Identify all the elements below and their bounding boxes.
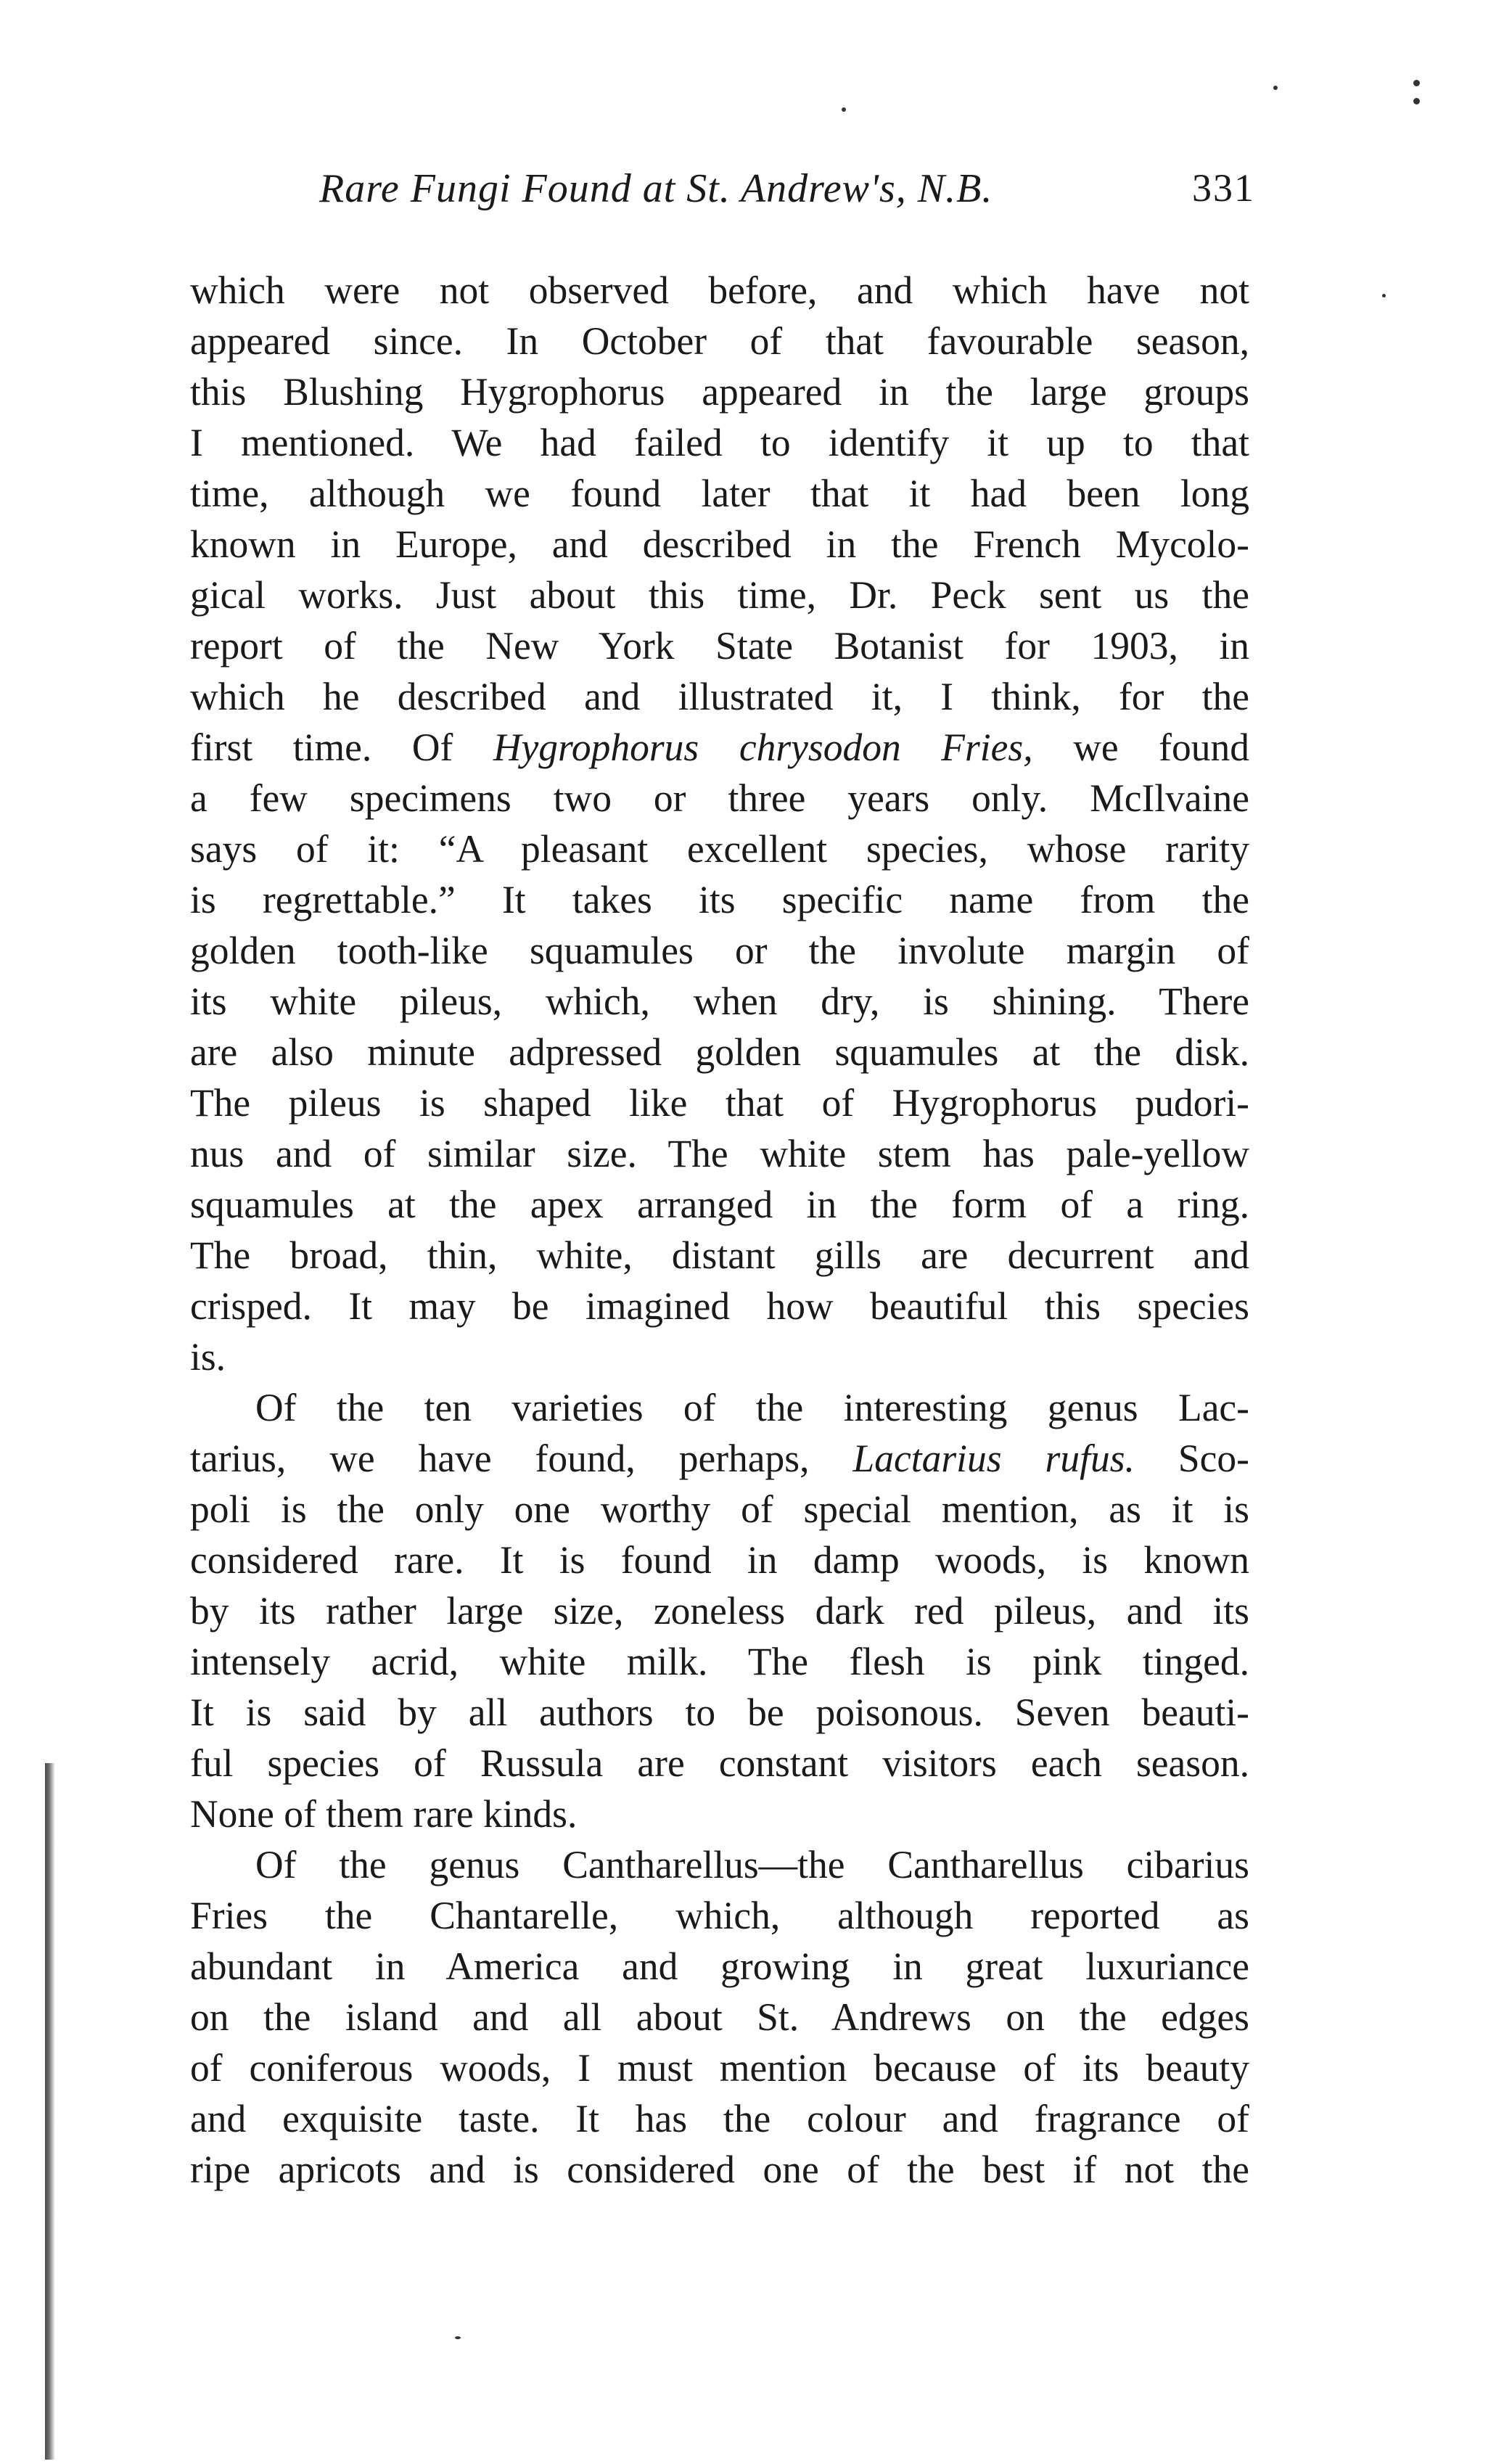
text-line: abundant in America and growing in great luxuriance — [190, 1944, 1249, 1988]
text-line: a few specimens two or three years only. McIlvaine — [190, 776, 1249, 820]
text-line: poli is the only one worthy of special mention, as it is — [190, 1487, 1249, 1531]
text-line — [190, 722, 1249, 773]
text-line: squamules at the apex arranged in the form of a ring. — [190, 1183, 1249, 1226]
text-line: The broad, thin, white, distant gills are decurrent and — [190, 1233, 1249, 1277]
running-title: Rare Fungi Found at St. Andrew's, N.B. — [319, 166, 993, 211]
scan-speck — [1382, 294, 1386, 297]
text-line: ripe apricots and is considered one of the best if not the — [190, 2148, 1249, 2191]
text-run: first time. Of — [190, 726, 493, 769]
italic-species-name: Lactarius rufus. — [852, 1437, 1135, 1480]
text-line: and exquisite taste. It has the colour and fragrance of — [190, 2097, 1249, 2140]
text-line: appeared since. In October of that favourable season, — [190, 319, 1249, 363]
text-line: intensely acrid, white milk. The flesh is pink tinged. — [190, 1640, 1249, 1683]
page-number: 331 — [1192, 166, 1255, 210]
body-text — [190, 265, 1249, 2195]
text-line: I mentioned. We had failed to identify it up to that — [190, 421, 1249, 464]
paragraph-first-line: Of the genus Cantharellus—the Cantharellus cibarius — [255, 1843, 1249, 1886]
text-line: which he described and illustrated it, I think, for the — [190, 675, 1249, 718]
text-line: ful species of Russula are constant visitors each season. — [190, 1741, 1249, 1785]
text-line: this Blushing Hygrophorus appeared in the large groups — [190, 370, 1249, 414]
text-line: golden tooth-like squamules or the involute margin of — [190, 929, 1249, 972]
text-line: is. — [190, 1335, 226, 1379]
page-header — [319, 165, 1255, 216]
text-line: says of it: “A pleasant excellent species, whose rarity — [190, 827, 1249, 871]
text-line: its white pileus, which, when dry, is shining. There — [190, 980, 1249, 1023]
text-run: Sco- — [1134, 1437, 1249, 1480]
text-line: of coniferous woods, I must mention because of its beauty — [190, 2046, 1249, 2090]
scan-speck — [1273, 86, 1278, 90]
text-line: considered rare. It is found in damp woods, is known — [190, 1538, 1249, 1582]
paragraph-first-line: Of the ten varieties of the interesting genus Lac- — [255, 1386, 1249, 1429]
text-line: on the island and all about St. Andrews on the edges — [190, 1995, 1249, 2039]
text-line: gical works. Just about this time, Dr. Peck sent us the — [190, 573, 1249, 617]
italic-species-name: Hygrophorus chrysodon Fries, — [493, 726, 1033, 769]
text-line: known in Europe, and described in the French Mycolo- — [190, 522, 1249, 566]
text-line — [190, 1433, 1249, 1484]
scan-speck — [1413, 98, 1420, 104]
text-line: Fries the Chantarelle, which, although reported as — [190, 1894, 1249, 1937]
text-line: time, although we found later that it had been long — [190, 472, 1249, 515]
text-run: we found — [1032, 726, 1249, 769]
text-run: tarius, we have found, perhaps, — [190, 1437, 853, 1480]
scan-speck — [455, 2336, 461, 2339]
text-line: are also minute adpressed golden squamules at the disk. — [190, 1030, 1249, 1074]
scan-speck — [1413, 80, 1420, 86]
text-line: which were not observed before, and which have not — [190, 268, 1249, 312]
text-line: crisped. It may be imagined how beautiful this species — [190, 1284, 1249, 1328]
text-line: The pileus is shaped like that of Hygrophorus pudori- — [190, 1081, 1249, 1125]
scan-speck — [842, 107, 846, 112]
text-line: nus and of similar size. The white stem has pale-yellow — [190, 1132, 1249, 1175]
text-line: None of them rare kinds. — [190, 1792, 578, 1836]
text-line: It is said by all authors to be poisonous. Seven beauti- — [190, 1691, 1249, 1734]
text-line: is regrettable.” It takes its specific name from the — [190, 878, 1249, 921]
text-line: report of the New York State Botanist for 1903, in — [190, 624, 1249, 668]
text-line: by its rather large size, zoneless dark red pileus, and its — [190, 1589, 1249, 1633]
binding-edge-shadow — [45, 1763, 55, 2460]
